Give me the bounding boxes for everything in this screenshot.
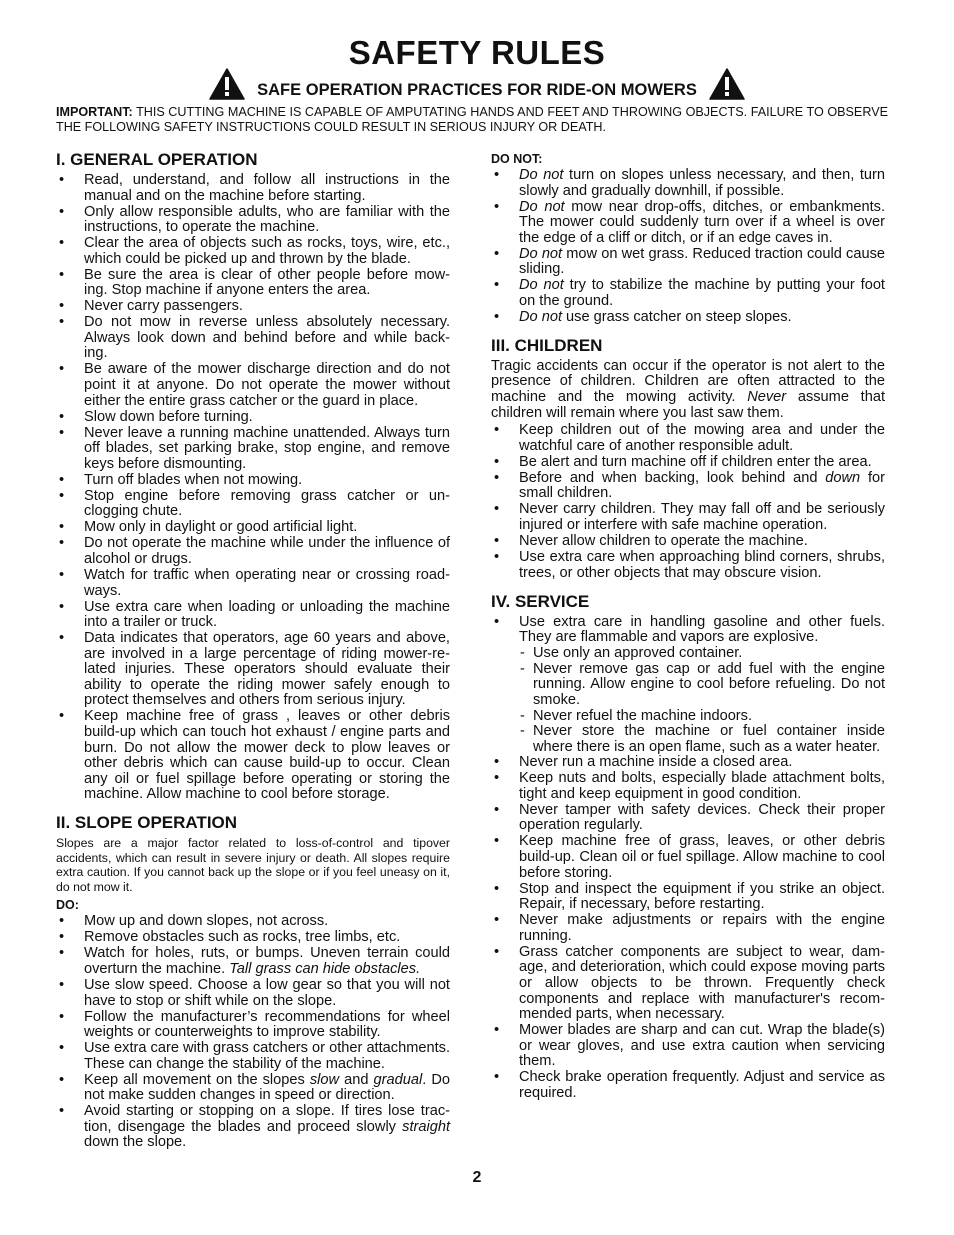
item-text: Keep all movement on the slopes xyxy=(84,1071,310,1088)
children-list xyxy=(491,423,885,581)
list-item: • Use extra care when loading or unloading the machine into a trailer or truck. xyxy=(56,600,450,631)
item-text: Before and when backing, look behind and xyxy=(519,469,826,486)
list-item xyxy=(491,471,885,502)
important-notice xyxy=(56,105,888,135)
list-item: • Never allow children to operate the machine. xyxy=(491,534,885,550)
slope-operation-heading: II. SLOPE OPERATION xyxy=(56,813,238,833)
list-item: • Be aware of the mower discharge direction and do not point it at anyone. Do not operate the mower without either the entire grass catcher or the guard in place. xyxy=(56,362,450,409)
list-item: • Keep children out of the mowing area and under the watchful care of another responsible adult. xyxy=(491,423,885,454)
warning-triangle-icon xyxy=(209,68,245,100)
list-item: • Data indicates that operators, age 60 years and above, are involved in a large percentage of riding mower-re-lated injuries. These operators should evaluate their ability to operate the riding mower safely enough to protect themselves and others from serious injury. xyxy=(56,631,450,709)
left-column xyxy=(56,150,450,1151)
item-text: turn on slopes unless necessary, and then, turn slowly and gradually downhill, if possible. xyxy=(519,167,885,199)
sub-list-item: - Never remove gas cap or add fuel with the engine running. Allow engine to cool before refueling. Do not smoke. xyxy=(491,662,885,709)
children-heading: III. CHILDREN xyxy=(491,335,603,355)
list-item: • Follow the manufacturer’s recommendations for wheel weights or counterweights to improve stability. xyxy=(56,1010,450,1041)
list-item: • Do not mow in reverse unless absolutely necessary. Always look down and behind before and while back-ing. xyxy=(56,315,450,362)
list-item: • Remove obstacles such as rocks, tree limbs, etc. xyxy=(56,930,450,946)
item-emphasis: Do not xyxy=(519,198,565,215)
item-emphasis: Do not xyxy=(519,167,564,183)
item-text: down the slope. xyxy=(84,1134,187,1151)
list-item: • Grass catcher components are subject to wear, dam-age, and deterioration, which could expose moving parts or allow objects to be thrown. Frequently check components and replace with manufacturer's recom-mended parts, when necessary. xyxy=(491,945,885,1023)
item-emphasis: Do not xyxy=(519,277,564,294)
slope-intro: Slopes are a major factor related to loss-of-control and tipover accidents, which can result in severe injury or death. All slopes require extra caution. If you cannot back up the slope or if you feel uneasy on it, do not mow it. xyxy=(56,836,450,894)
item-text: Avoid starting or stopping on a slope. If tires lose trac-tion, disengage the blades and proceed slowly xyxy=(84,1103,450,1135)
page-title: SAFETY RULES xyxy=(348,34,606,71)
list-item: • Only allow responsible adults, who are familiar with the instructions, to operate the machine. xyxy=(56,205,450,236)
list-item xyxy=(491,310,885,326)
item-text: mow on wet grass. Reduced traction could cause sliding. xyxy=(519,245,885,278)
item-emphasis: Do not xyxy=(519,308,562,325)
list-item xyxy=(491,615,885,646)
list-item: • Never run a machine inside a closed area. xyxy=(491,755,885,771)
item-text: and xyxy=(339,1071,374,1088)
intro-emphasis: Never xyxy=(747,389,787,406)
list-item: • Be sure the area is clear of other people before mow-ing. Stop machine if anyone enters the area. xyxy=(56,268,450,299)
list-item: • Check brake operation frequently. Adjust and service as required. xyxy=(491,1070,885,1101)
item-text: mow near drop-offs, ditches, or embankments. The mower could suddenly turn over if a wheel is over the edge of a cliff or ditch, or if an edge caves in. xyxy=(519,198,885,246)
list-item: • Never carry passengers. xyxy=(56,299,450,315)
list-item: • Keep nuts and bolts, especially blade attachment bolts, tight and keep equipment in good condition. xyxy=(491,771,885,802)
list-item: • Mow up and down slopes, not across. xyxy=(56,914,450,930)
list-item: • Never leave a running machine unattended. Always turn off blades, set parking brake, stop engine, and remove keys before dismounting. xyxy=(56,426,450,473)
general-operation-heading: I. GENERAL OPERATION xyxy=(56,150,258,169)
list-item: • Mow only in daylight or good artificial light. xyxy=(56,520,450,536)
children-intro xyxy=(491,359,885,421)
sub-list-item: - Never refuel the machine indoors. xyxy=(491,709,885,725)
list-item xyxy=(491,168,885,199)
do-not-label: DO NOT: xyxy=(491,152,543,166)
list-item: • Use extra care with grass catchers or other attachments. These can change the stability of the machine. xyxy=(56,1041,450,1072)
important-text: THIS CUTTING MACHINE IS CAPABLE OF AMPUTATING HANDS AND FEET AND THROWING OBJECTS. FAILURE TO OBSERVE THE FOLLOWING SAFETY INSTRUCTIONS COULD RESULT IN SERIOUS INJURY OR DEATH. xyxy=(56,105,889,134)
list-item: • Do not operate the machine while under the influence of alcohol or drugs. xyxy=(56,536,450,567)
list-item: • Use extra care when approaching blind corners, shrubs, trees, or other objects that may obscure vision. xyxy=(491,550,885,581)
list-item: • Never make adjustments or repairs with the engine running. xyxy=(491,913,885,944)
sub-list-item: - Use only an approved container. xyxy=(491,646,885,662)
service-list xyxy=(491,615,885,646)
item-emphasis: slow xyxy=(309,1071,340,1088)
item-text: . Do not make sudden changes in speed or direction. xyxy=(84,1071,450,1104)
list-item xyxy=(491,247,885,278)
list-item xyxy=(56,1073,450,1104)
subtitle-row xyxy=(0,66,954,102)
slope-do-list xyxy=(56,914,450,1151)
list-item xyxy=(491,200,885,247)
list-item: • Clear the area of objects such as rocks, toys, wire, etc., which could be picked up and thrown by the blade. xyxy=(56,236,450,267)
page-number: 2 xyxy=(472,1169,482,1186)
section-subtitle: SAFE OPERATION PRACTICES FOR RIDE-ON MOWERS xyxy=(257,80,697,99)
list-item: • Mower blades are sharp and can cut. Wrap the blade(s) or wear gloves, and use extra caution when servicing them. xyxy=(491,1023,885,1070)
item-emphasis: Tall grass can hide obstacles. xyxy=(229,960,421,977)
list-item: • Turn off blades when not mowing. xyxy=(56,473,450,489)
slope-do-not-list xyxy=(491,168,885,326)
item-emphasis: straight xyxy=(402,1118,450,1135)
item-text: use grass catcher on steep slopes. xyxy=(562,308,792,325)
list-item: • Watch for traffic when operating near or crossing road-ways. xyxy=(56,568,450,599)
warning-triangle-icon xyxy=(709,68,745,100)
item-emphasis: gradual xyxy=(373,1071,423,1088)
list-item: • Never tamper with safety devices. Check their proper operation regularly. xyxy=(491,803,885,834)
right-column xyxy=(491,152,885,1102)
important-label: IMPORTANT: xyxy=(56,105,133,119)
item-emphasis: down xyxy=(825,469,861,486)
service-heading: IV. SERVICE xyxy=(491,591,590,611)
list-item: • Slow down before turning. xyxy=(56,410,450,426)
intro-text: assume that children will remain where you last saw them. xyxy=(491,389,885,421)
list-item xyxy=(56,1104,450,1151)
list-item: • Be alert and turn machine off if children enter the area. xyxy=(491,455,885,471)
item-text: for small children. xyxy=(519,469,885,502)
list-item: • Keep machine free of grass, leaves, or other debris build-up. Clean oil or fuel spillage. Allow machine to cool before storing. xyxy=(491,834,885,881)
service-list-continued xyxy=(491,755,885,1101)
list-item: • Read, understand, and follow all instructions in the manual and on the machine before starting. xyxy=(56,173,450,204)
item-text: Watch for holes, ruts, or bumps. Uneven terrain could overturn the machine. xyxy=(84,945,450,977)
sub-list-item: - Never store the machine or fuel container inside where there is an open flame, such as a water heater. xyxy=(491,724,885,755)
fuel-sublist xyxy=(491,646,885,755)
list-item: • Use slow speed. Choose a low gear so that you will not have to stop or shift while on the slope. xyxy=(56,978,450,1009)
do-label: DO: xyxy=(56,898,79,913)
item-text: Use extra care in handling gasoline and other fuels. They are flammable and vapors are explosive. xyxy=(519,613,885,646)
general-operation-list xyxy=(56,173,450,803)
list-item: • Never carry children. They may fall off and be seriously injured or interfere with safe machine operation. xyxy=(491,502,885,533)
intro-text: Tragic accidents can occur if the operator is not alert to the presence of children. Children are often attracted to the machine and the mowing activity. xyxy=(491,357,885,406)
item-emphasis: Do not xyxy=(519,245,563,262)
item-text: try to stabilize the machine by putting your foot on the ground. xyxy=(519,277,885,309)
list-item: • Keep machine free of grass , leaves or other debris build-up which can touch hot exhaust / engine parts and burn. Do not allow the mower deck to plow leaves or other debris which can cause build-up to occur. Clean any oil or fuel spillage before operating or storing the machine. Allow machine to cool before storage. xyxy=(56,709,450,803)
list-item xyxy=(491,278,885,309)
list-item: • Stop and inspect the equipment if you strike an object. Repair, if necessary, before restarting. xyxy=(491,882,885,913)
list-item xyxy=(56,946,450,977)
list-item: • Stop engine before removing grass catcher or un-clogging chute. xyxy=(56,489,450,520)
